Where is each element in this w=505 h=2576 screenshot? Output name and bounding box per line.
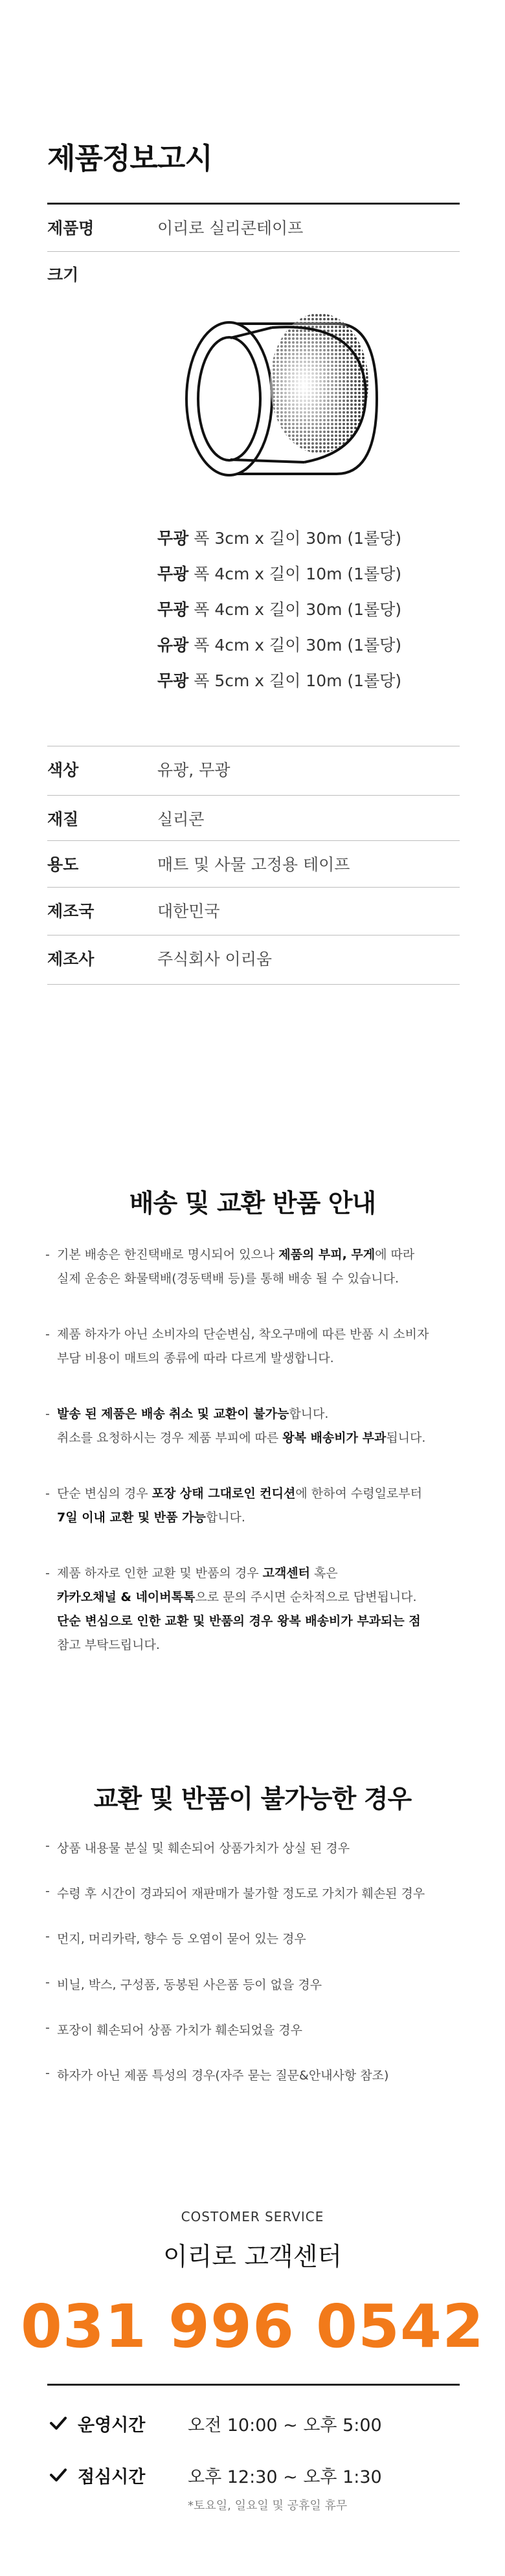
item-text: 상품 내용물 분실 및 훼손되어 상품가치가 상실 된 경우 bbox=[57, 1841, 350, 1855]
row-divider bbox=[47, 887, 460, 888]
row-value-manufacturer: 주식회사 이리움 bbox=[157, 950, 272, 969]
row-value-product-name: 이리로 실리콘테이프 bbox=[157, 219, 304, 238]
cs-hours-value: 오전 10:00 ~ 오후 5:00 bbox=[188, 2415, 382, 2436]
item-text: 비닐, 박스, 구성품, 동봉된 사은품 등이 없을 경우 bbox=[57, 1978, 322, 1992]
size-finish: 무광 bbox=[157, 565, 189, 583]
cs-lunch-value: 오후 12:30 ~ 오후 1:30 bbox=[188, 2467, 382, 2487]
size-option-1 bbox=[157, 526, 401, 549]
no-return-item bbox=[45, 1975, 484, 1993]
note-text: 취소를 요청하시는 경우 제품 부피에 따른 bbox=[57, 1431, 283, 1445]
note-text: 혹은 bbox=[310, 1566, 338, 1580]
no-return-item bbox=[45, 2021, 484, 2038]
note-text: 실제 운송은 화물택배(경동택배 등)를 통해 배송 될 수 있습니다. bbox=[57, 1271, 399, 1286]
size-option-2 bbox=[157, 561, 401, 585]
size-spec: 폭 5cm x 길이 10m (1롤당) bbox=[188, 671, 402, 690]
note-bold: 7일 이내 교환 및 반품 가능 bbox=[57, 1510, 206, 1525]
size-spec: 폭 4cm x 길이 30m (1롤당) bbox=[188, 636, 402, 655]
cs-phone-number[interactable]: 031 996 0542 bbox=[20, 2292, 485, 2361]
dash-marker: - bbox=[45, 1839, 50, 1853]
note-text: 합니다. bbox=[289, 1407, 329, 1421]
dash-marker: - bbox=[45, 1486, 50, 1501]
note-bold: 제품의 부피, 무게 bbox=[278, 1248, 376, 1262]
size-spec: 폭 4cm x 길이 10m (1롤당) bbox=[188, 565, 402, 583]
note-text: 에 따라 bbox=[375, 1248, 415, 1262]
no-return-item bbox=[45, 2066, 484, 2083]
note-text: 단순 변심의 경우 bbox=[57, 1486, 152, 1501]
tape-roll-illustration bbox=[175, 302, 382, 496]
dash-marker: - bbox=[45, 1327, 50, 1341]
cs-lunch-label: 점심시간 bbox=[78, 2467, 146, 2487]
header-divider bbox=[47, 203, 460, 205]
row-value-usage: 매트 및 사물 고정용 테이프 bbox=[157, 855, 350, 874]
cs-subtitle: COSTOMER SERVICE bbox=[181, 2209, 324, 2224]
row-value-material: 실리콘 bbox=[157, 810, 205, 829]
dash-marker: - bbox=[45, 1975, 50, 1989]
note-text: 부담 비용이 매트의 종류에 따라 다르게 발생합니다. bbox=[57, 1351, 334, 1365]
cs-divider bbox=[47, 2384, 460, 2386]
cs-holiday-note: *토요일, 일요일 및 공휴일 휴무 bbox=[188, 2499, 348, 2513]
size-spec: 폭 4cm x 길이 30m (1롤당) bbox=[188, 600, 402, 619]
row-label-country: 제조국 bbox=[47, 902, 95, 921]
row-label-manufacturer: 제조사 bbox=[47, 950, 95, 969]
item-text: 하자가 아닌 제품 특성의 경우(자주 묻는 질문&안내사항 참조) bbox=[57, 2068, 389, 2083]
shipping-note-5 bbox=[45, 1562, 478, 1657]
no-return-title: 교환 및 반품이 불가능한 경우 bbox=[93, 1785, 412, 1814]
dash-marker: - bbox=[45, 1884, 50, 1898]
dash-marker: - bbox=[45, 1248, 50, 1262]
dash-marker: - bbox=[45, 2066, 50, 2080]
size-finish: 무광 bbox=[157, 600, 189, 619]
note-text: 참고 부탁드립니다. bbox=[57, 1638, 160, 1652]
note-text: 됩니다. bbox=[386, 1431, 426, 1445]
row-label-size: 크기 bbox=[47, 265, 79, 284]
size-option-4 bbox=[157, 633, 401, 656]
check-icon bbox=[49, 2414, 68, 2433]
page-title: 제품정보고시 bbox=[47, 141, 212, 175]
note-text: 제품 하자가 아닌 소비자의 단순변심, 착오구매에 따른 반품 시 소비자 bbox=[57, 1327, 429, 1341]
note-bold: 포장 상태 그대로인 컨디션 bbox=[152, 1486, 296, 1501]
size-spec: 폭 3cm x 길이 30m (1롤당) bbox=[188, 529, 402, 548]
dash-marker: - bbox=[45, 1566, 50, 1580]
size-option-5 bbox=[157, 668, 401, 691]
row-label-color: 색상 bbox=[47, 761, 79, 779]
row-value-country: 대한민국 bbox=[157, 902, 220, 921]
size-finish: 무광 bbox=[157, 671, 189, 690]
shipping-note-1 bbox=[45, 1243, 478, 1291]
no-return-item bbox=[45, 1929, 484, 1947]
note-bold: 단순 변심으로 인한 교환 및 반품의 경우 왕복 배송비가 부과되는 점 bbox=[57, 1614, 421, 1628]
no-return-item bbox=[45, 1839, 484, 1856]
note-bold: 고객센터 bbox=[262, 1566, 311, 1580]
shipping-note-3 bbox=[45, 1402, 478, 1450]
shipping-note-2 bbox=[45, 1323, 478, 1371]
row-label-material: 재질 bbox=[47, 810, 79, 829]
size-finish: 무광 bbox=[157, 529, 189, 548]
no-return-item bbox=[45, 1884, 484, 1901]
note-text: 으로 문의 주시면 순차적으로 답변됩니다. bbox=[195, 1590, 417, 1604]
row-label-usage: 용도 bbox=[47, 855, 79, 874]
note-text: 제품 하자로 인한 교환 및 반품의 경우 bbox=[57, 1566, 263, 1580]
cs-title: 이리로 고객센터 bbox=[163, 2243, 342, 2272]
item-text: 먼지, 머리카락, 향수 등 오염이 묻어 있는 경우 bbox=[57, 1932, 306, 1946]
dash-marker: - bbox=[45, 2021, 50, 2035]
shipping-title: 배송 및 교환 반품 안내 bbox=[129, 1189, 376, 1218]
row-divider bbox=[47, 840, 460, 841]
cs-hours-label: 운영시간 bbox=[78, 2415, 146, 2436]
note-text: 에 한하여 수령일로부터 bbox=[295, 1486, 422, 1501]
note-bold: 발송 된 제품은 배송 취소 및 교환이 불가능 bbox=[57, 1407, 289, 1421]
row-divider bbox=[47, 795, 460, 796]
shipping-note-4 bbox=[45, 1482, 478, 1530]
dash-marker: - bbox=[45, 1407, 50, 1421]
item-text: 수령 후 시간이 경과되어 재판매가 불가할 정도로 가치가 훼손된 경우 bbox=[57, 1887, 425, 1901]
dash-marker: - bbox=[45, 1929, 50, 1943]
note-bold: 카카오채널 & 네이버톡톡 bbox=[57, 1590, 196, 1604]
row-divider bbox=[47, 984, 460, 985]
row-divider bbox=[47, 251, 460, 252]
item-text: 포장이 훼손되어 상품 가치가 훼손되었을 경우 bbox=[57, 2023, 302, 2037]
size-finish: 유광 bbox=[157, 636, 189, 655]
note-bold: 왕복 배송비가 부과 bbox=[282, 1431, 387, 1445]
note-text: 기본 배송은 한진택배로 명시되어 있으나 bbox=[57, 1248, 279, 1262]
row-label-product-name: 제품명 bbox=[47, 219, 95, 238]
size-option-3 bbox=[157, 597, 401, 620]
check-icon bbox=[49, 2465, 68, 2485]
row-value-color: 유광, 무광 bbox=[157, 761, 230, 779]
note-text: 합니다. bbox=[205, 1510, 245, 1525]
